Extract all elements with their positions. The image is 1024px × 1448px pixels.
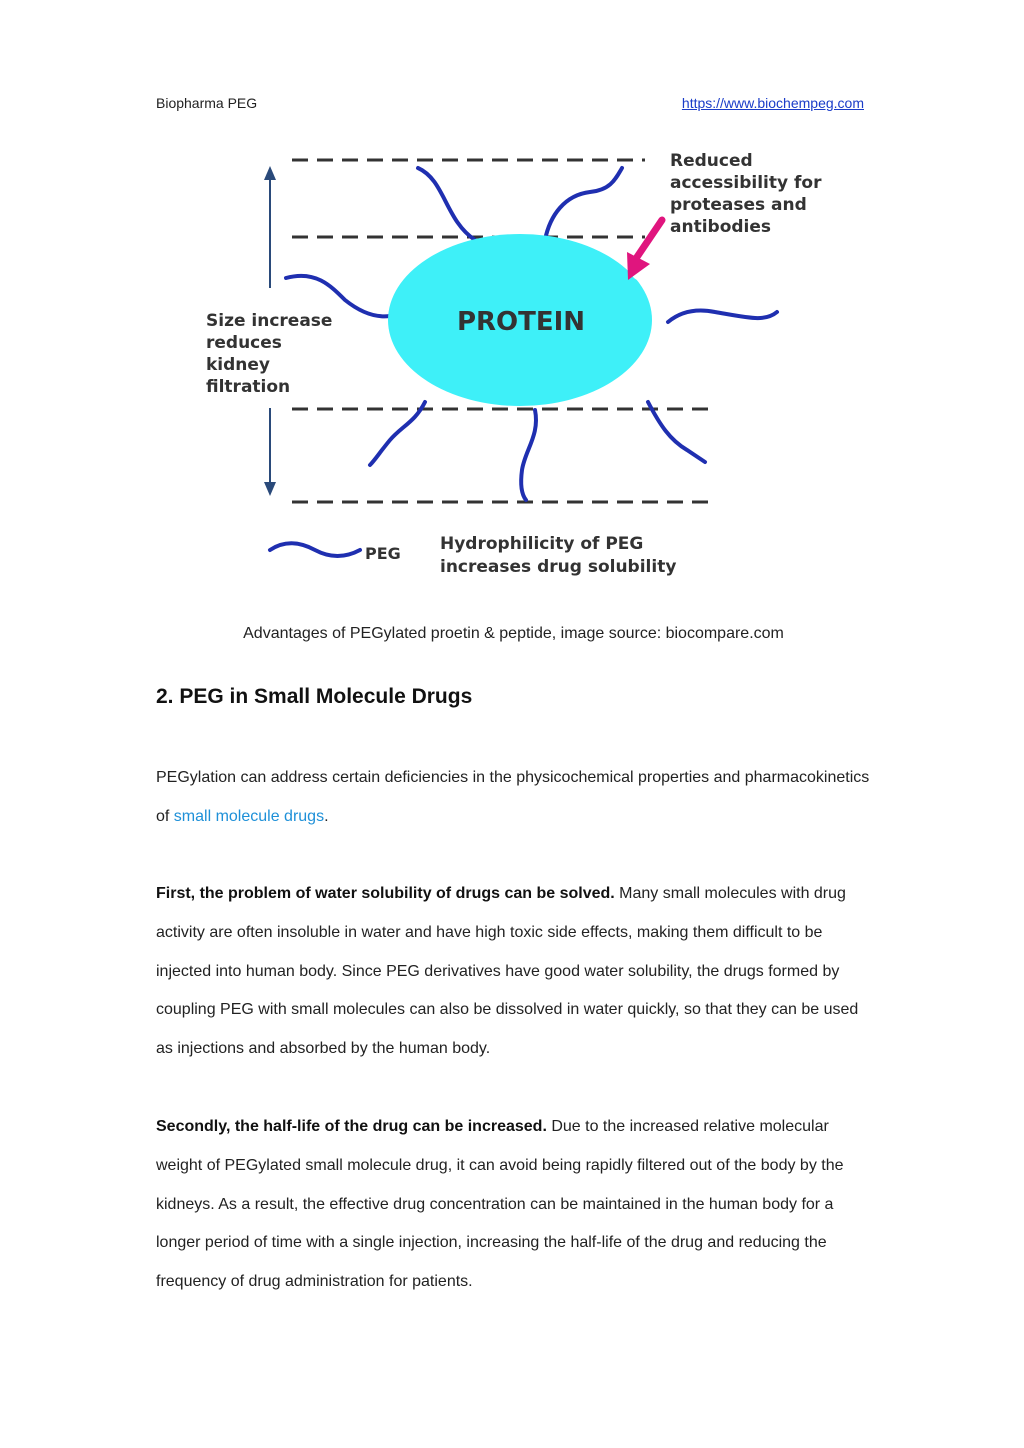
half-life-paragraph [156, 1108, 876, 1302]
page-header [156, 95, 864, 117]
peg-legend [270, 543, 401, 563]
figure-caption: Advantages of PEGylated proetin & peptide, image source: biocompare.com [243, 625, 784, 642]
size-arrow [264, 166, 276, 496]
intro-text: PEGylation can address certain deficiencies in the physicochemical properties and pharmacokinetics of [156, 769, 870, 825]
solubility-lead: First, the problem of water solubility of drugs can be solved. [156, 885, 615, 902]
peg-legend-line [270, 543, 360, 556]
svg-text:proteases and: proteases and [670, 195, 807, 215]
brand-name: Biopharma PEG [156, 95, 258, 111]
protein-label: PROTEIN [456, 307, 586, 337]
peg-legend-label: PEG [365, 544, 401, 563]
svg-text:kidney: kidney [206, 355, 271, 375]
svg-text:accessibility for: accessibility for [670, 173, 822, 193]
website-link[interactable]: https://www.biochempeg.com [681, 95, 864, 111]
pegylated-protein-diagram [190, 140, 830, 590]
svg-text:increases drug solubility: increases drug solubility [440, 557, 677, 577]
accessibility-label [670, 151, 822, 237]
solubility-label [440, 534, 676, 577]
svg-text:reduces: reduces [206, 333, 282, 353]
small-molecule-drugs-link[interactable]: small molecule drugs [173, 807, 325, 825]
svg-text:antibodies: antibodies [670, 217, 772, 237]
solubility-paragraph [156, 875, 876, 1069]
kidney-filtration-label [206, 311, 332, 397]
half-life-body: Due to the increased relative molecular weight of PEGylated small molecule drug, it can avoid being rapidly filtered out of the body by the kidneys. As a result, the effective drug concentration can be maintained in the human body for a longer period of time with a single injection, increasing the half-life of the drug and reducing the frequency of drug administration for patients. [156, 1118, 844, 1290]
solubility-body: Many small molecules with drug activity are often insoluble in water and have high toxic side effects, making them difficult to be injected into human body. Since PEG derivatives have good water solubility, the drugs formed by coupling PEG with small molecules can also be dissolved in water quickly, so that they can be used as injections and absorbed by the human body. [156, 885, 859, 1057]
svg-text:Hydrophilicity of PEG: Hydrophilicity of PEG [440, 534, 644, 554]
svg-text:Reduced: Reduced [670, 151, 753, 171]
section-heading: 2. PEG in Small Molecule Drugs [156, 685, 473, 708]
intro-text-end: . [324, 807, 329, 825]
half-life-lead: Secondly, the half-life of the drug can be increased. [156, 1118, 547, 1135]
svg-text:Size increase: Size increase [206, 311, 333, 331]
svg-text:filtration: filtration [206, 377, 291, 397]
intro-paragraph [156, 759, 876, 837]
